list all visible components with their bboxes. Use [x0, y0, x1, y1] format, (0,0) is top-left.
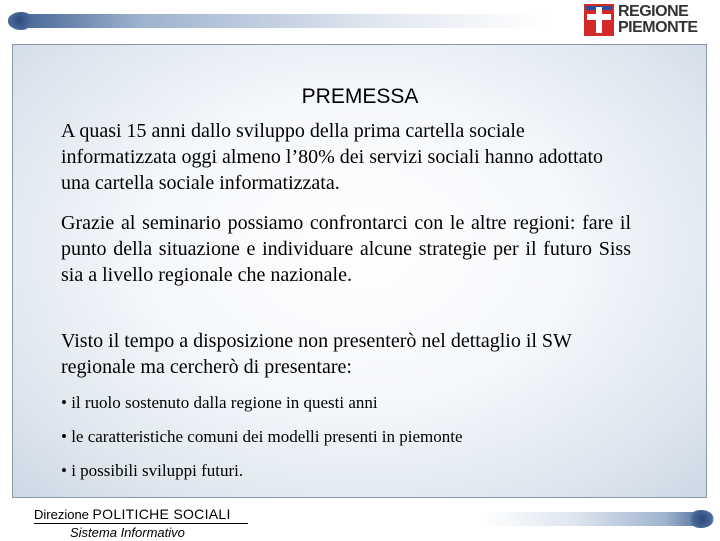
top-decorative-bar [8, 14, 548, 28]
bullet-item: • le caratteristiche comuni dei modelli presenti in piemonte [61, 427, 463, 446]
footer-direction: Direzione POLITICHE SOCIALI [34, 506, 231, 522]
paragraph-presentation: Visto il tempo a disposizione non presenterò nel dettaglio il SW regionale ma cercherò di presentare: [61, 330, 572, 378]
slide-title: PREMESSA [301, 85, 419, 108]
top-bar-dot [8, 12, 34, 30]
bottom-bar-dot [688, 510, 714, 528]
bottom-decorative-bar [480, 512, 712, 526]
paragraph-seminar: Grazie al seminario possiamo confrontarci con le altre regioni: fare il punto della situazione e individuare alcune strategie per il futuro Siss sia a livello regionale che nazionale. [61, 212, 631, 286]
logo-text: REGIONE PIEMONTE [618, 3, 698, 36]
piemonte-shield-icon [584, 4, 614, 36]
bullet-item: • il ruolo sostenuto dalla regione in questi anni [61, 393, 378, 412]
bullet-item: • i possibili sviluppi futuri. [61, 461, 244, 480]
paragraph-intro: A quasi 15 anni dallo sviluppo della prima cartella sociale informatizzata oggi almeno l’80% dei servizi sociali hanno adottato una cartella sociale informatizzata. [61, 120, 604, 194]
regione-piemonte-logo [584, 4, 696, 38]
footer [34, 506, 264, 541]
footer-office: Sistema Informativo [70, 525, 185, 540]
